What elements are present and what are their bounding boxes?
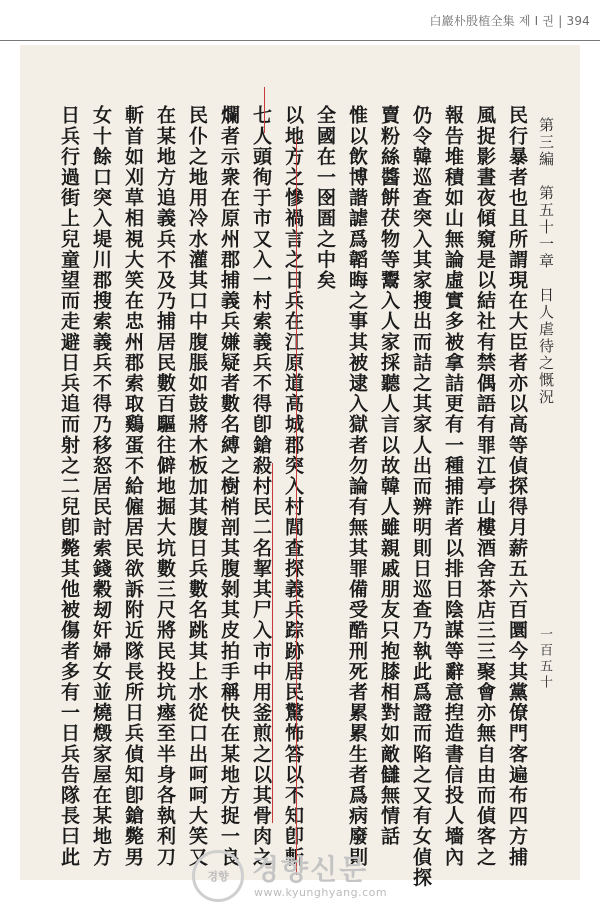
text-column-7: 全國在一囹圄之中矣 <box>314 105 336 291</box>
text-column-9: 七人頭徇于市又入一村索義兵不得卽鎗殺村民二名挈其尸入市中用釜煎之以其骨肉之 <box>250 105 272 868</box>
watermark-title: 경향신문 <box>252 853 369 886</box>
running-header: 白巖朴殷植全集 제 Ⅰ 권 | 394 <box>429 14 590 28</box>
text-column-15: 日兵行過街上兒童望而走避日兵追而射之二兒卽斃其他被傷者多有一日兵告隊長曰此 <box>58 105 80 868</box>
text-column-1: 民行暴者也且所謂現在大臣者亦以高等偵探得月薪五六百圜今其黨僚門客遍布四方捕 <box>506 105 528 868</box>
text-column-6: 惟以飲博諧謔爲韜晦之事其被逮入獄者勿論有無其罪備受酷刑死者累累生者爲病廢則 <box>346 105 368 868</box>
header-divider <box>0 40 600 41</box>
red-annotation-line <box>264 87 265 133</box>
text-column-3: 報告堆積如山無論虛實多被拿詰更有一種捕詐者以排日陰謀等辭意揑造書信投人墻內 <box>442 105 464 868</box>
text-column-2: 風捉影晝夜傾窺是以結社有禁偶語有罪江亭山樓酒舍茶店三三聚會亦無自由而偵客之 <box>474 105 496 868</box>
page-header <box>0 0 600 38</box>
red-annotation-line <box>296 139 297 875</box>
text-column-12: 在某地方追義兵不及乃捕居民數百驅往僻地掘大坑數三尺將民投坑瘞至半身各執利刀 <box>154 105 176 868</box>
watermark-logo: 경향 <box>192 850 244 902</box>
page-number: 一百五十 <box>537 627 552 691</box>
text-column-11: 民仆之地用冷水灌其口中腹脹如鼓將木板加其腹日兵數名跳其上水從口出呵呵大笑又 <box>186 105 208 868</box>
text-column-8: 以地方之慘禍言之日兵在江原道高城郡突入村閭查探義兵踪跡居民驚怖答以不知卽斬 <box>282 105 304 868</box>
chapter-header: 第三編 第五十一章 日人虐待之慨況 <box>537 117 555 406</box>
book-page-scan <box>20 45 580 888</box>
text-column-10: 爛者示衆在原州郡捕義兵嫌疑者數名縛之樹梢剖其腹剝其皮拍手稱快在某地方捉一良 <box>218 105 240 868</box>
text-column-14: 女十餘口突入堤川郡搜索義兵不得乃移怒居民討索錢穀刼奸婦女並燒燬家屋在某地方 <box>90 105 112 868</box>
text-column-13: 斬首如刈草相視大笑在忠州郡索取鷄蛋不給僱居民欲訴附近隊長所日兵偵知卽鎗斃男 <box>122 105 144 868</box>
newspaper-watermark <box>192 848 422 908</box>
text-column-4: 仍令韓巡查突入其家搜出而詰之其家人出而辨明則日巡查乃執此爲證而陷之又有女偵探 <box>410 105 432 888</box>
text-column-5: 賣粉絲醬餠茯物等鬻入人家採聽人言以故韓人雖親戚朋友只抱膝相對如敵讎無情話 <box>378 105 400 847</box>
watermark-url: www.kyunghyang.com <box>254 886 388 899</box>
red-annotation-line <box>272 463 273 823</box>
